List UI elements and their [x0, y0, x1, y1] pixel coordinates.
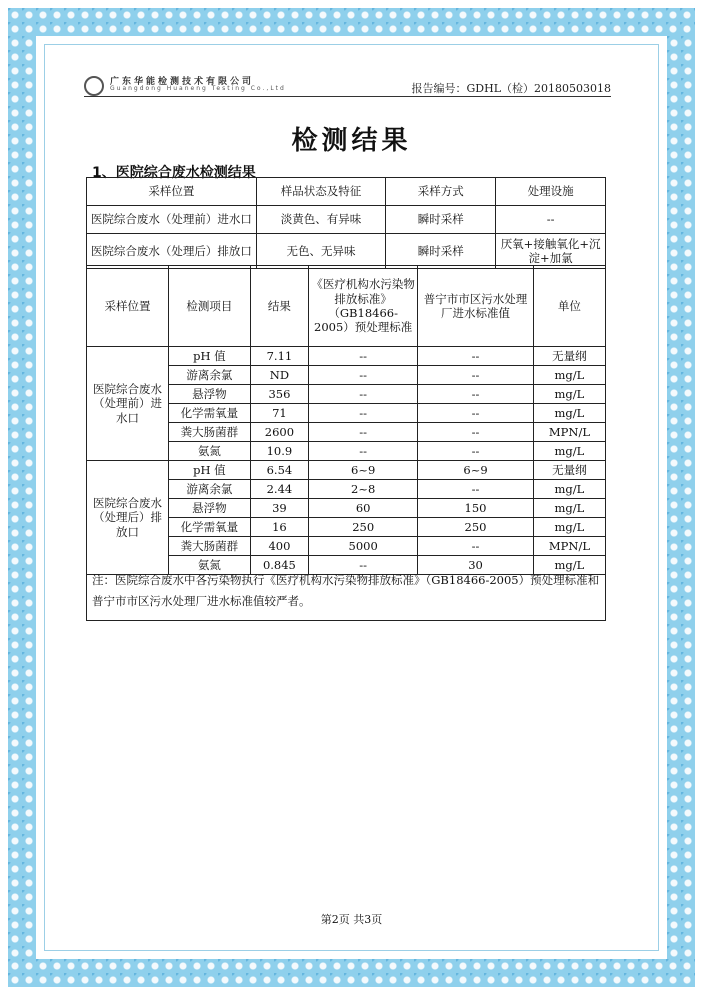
- table-cell: --: [418, 347, 534, 366]
- header-divider: [84, 96, 611, 97]
- table-cell: --: [309, 423, 418, 442]
- table-cell: 400: [250, 537, 308, 556]
- table-cell: --: [418, 423, 534, 442]
- table-cell: 0.845: [250, 556, 308, 575]
- results-table: [86, 265, 606, 575]
- table-cell: mg/L: [533, 518, 605, 537]
- table-cell: 粪大肠菌群: [169, 423, 251, 442]
- table-cell: --: [418, 442, 534, 461]
- table-cell: --: [418, 480, 534, 499]
- table-cell: 淡黄色、有异味: [256, 206, 386, 234]
- table-header-cell: 普宁市市区污水处理厂进水标准值: [418, 266, 534, 347]
- table-cell: 6~9: [418, 461, 534, 480]
- table-cell: 化学需氧量: [169, 404, 251, 423]
- table-header-cell: 检测项目: [169, 266, 251, 347]
- table-cell: 2600: [250, 423, 308, 442]
- table-cell: 71: [250, 404, 308, 423]
- table-row: [87, 234, 606, 269]
- table-cell: --: [496, 206, 606, 234]
- table-cell: 250: [418, 518, 534, 537]
- sampling-table: [86, 177, 606, 269]
- table-cell: 化学需氧量: [169, 518, 251, 537]
- table-cell: 7.11: [250, 347, 308, 366]
- table-row: [87, 347, 606, 366]
- border-pattern-bottom: [8, 959, 695, 987]
- location-cell: 医院综合废水（处理前）进水口: [87, 347, 169, 461]
- table-cell: --: [418, 385, 534, 404]
- table-cell: 5000: [309, 537, 418, 556]
- company-name-cn: 广东华能检测技术有限公司: [110, 77, 255, 87]
- table-cell: MPN/L: [533, 537, 605, 556]
- table-cell: 2~8: [309, 480, 418, 499]
- table-note: 注：医院综合废水中各污染物执行《医疗机构水污染物排放标准》（GB18466-2005）预处理标准和普宁市市区污水处理厂进水标准值较严者。: [92, 573, 600, 608]
- table-cell: 10.9: [250, 442, 308, 461]
- table-cell: --: [418, 537, 534, 556]
- page-number: 第2页 共3页: [320, 913, 383, 926]
- border-pattern-left: [8, 36, 36, 959]
- company-logo: [84, 74, 286, 114]
- table-header-row: [87, 266, 606, 347]
- table-cell: --: [418, 366, 534, 385]
- table-header-cell: 样品状态及特征: [256, 178, 386, 206]
- table-cell: 60: [309, 499, 418, 518]
- table-header-cell: 采样位置: [87, 266, 169, 347]
- table-cell: 氨氮: [169, 442, 251, 461]
- table-header-cell: 单位: [533, 266, 605, 347]
- table-cell: 医院综合废水（处理后）排放口: [87, 234, 257, 269]
- table-cell: 150: [418, 499, 534, 518]
- table-cell: MPN/L: [533, 423, 605, 442]
- table-cell: 游离余氯: [169, 480, 251, 499]
- section-title: 1、医院综合废水检测结果: [92, 165, 256, 181]
- table-cell: pH 值: [169, 461, 251, 480]
- table-cell: --: [309, 366, 418, 385]
- table-cell: mg/L: [533, 442, 605, 461]
- table-row: [87, 461, 606, 480]
- table-header-row: [87, 178, 606, 206]
- table-cell: 30: [418, 556, 534, 575]
- page-title: 检测结果: [291, 126, 412, 156]
- logo-emblem-icon: [84, 76, 104, 96]
- table-cell: 瞬时采样: [386, 234, 496, 269]
- table-cell: mg/L: [533, 366, 605, 385]
- table-cell: 250: [309, 518, 418, 537]
- table-header-cell: 《医疗机构水污染物排放标准》（GB18466-2005）预处理标准: [309, 266, 418, 347]
- table-cell: 悬浮物: [169, 499, 251, 518]
- report-number: 报告编号：GDHL（检）20180503018: [411, 82, 611, 95]
- table-cell: 粪大肠菌群: [169, 537, 251, 556]
- table-cell: 356: [250, 385, 308, 404]
- table-cell: mg/L: [533, 499, 605, 518]
- table-cell: 医院综合废水（处理前）进水口: [87, 206, 257, 234]
- company-name-en: Guangdong Huaneng Testing Co.,Ltd: [110, 85, 286, 92]
- border-pattern-top: [8, 8, 695, 36]
- table-cell: 16: [250, 518, 308, 537]
- table-header-cell: 结果: [250, 266, 308, 347]
- table-cell: ND: [250, 366, 308, 385]
- table-header-cell: 处理设施: [496, 178, 606, 206]
- table-cell: 无色、无异味: [256, 234, 386, 269]
- table-cell: --: [309, 347, 418, 366]
- table-cell: --: [309, 404, 418, 423]
- table-header-cell: 采样方式: [386, 178, 496, 206]
- table-header-cell: 采样位置: [87, 178, 257, 206]
- table-cell: 瞬时采样: [386, 206, 496, 234]
- table-cell: 6~9: [309, 461, 418, 480]
- table-cell: 氨氮: [169, 556, 251, 575]
- table-cell: mg/L: [533, 385, 605, 404]
- table-cell: mg/L: [533, 556, 605, 575]
- table-cell: 无量纲: [533, 347, 605, 366]
- location-cell: 医院综合废水（处理后）排放口: [87, 461, 169, 575]
- table-cell: 游离余氯: [169, 366, 251, 385]
- table-cell: --: [309, 442, 418, 461]
- table-cell: 2.44: [250, 480, 308, 499]
- table-row: [87, 206, 606, 234]
- table-cell: 39: [250, 499, 308, 518]
- table-cell: 6.54: [250, 461, 308, 480]
- table-cell: 无量纲: [533, 461, 605, 480]
- border-pattern-right: [667, 36, 695, 959]
- table-cell: --: [309, 385, 418, 404]
- table-cell: mg/L: [533, 480, 605, 499]
- table-cell: pH 值: [169, 347, 251, 366]
- table-cell: 厌氧+接触氧化+沉淀+加氯: [496, 234, 606, 269]
- table-cell: 悬浮物: [169, 385, 251, 404]
- table-cell: --: [418, 404, 534, 423]
- table-cell: --: [309, 556, 418, 575]
- table-cell: mg/L: [533, 404, 605, 423]
